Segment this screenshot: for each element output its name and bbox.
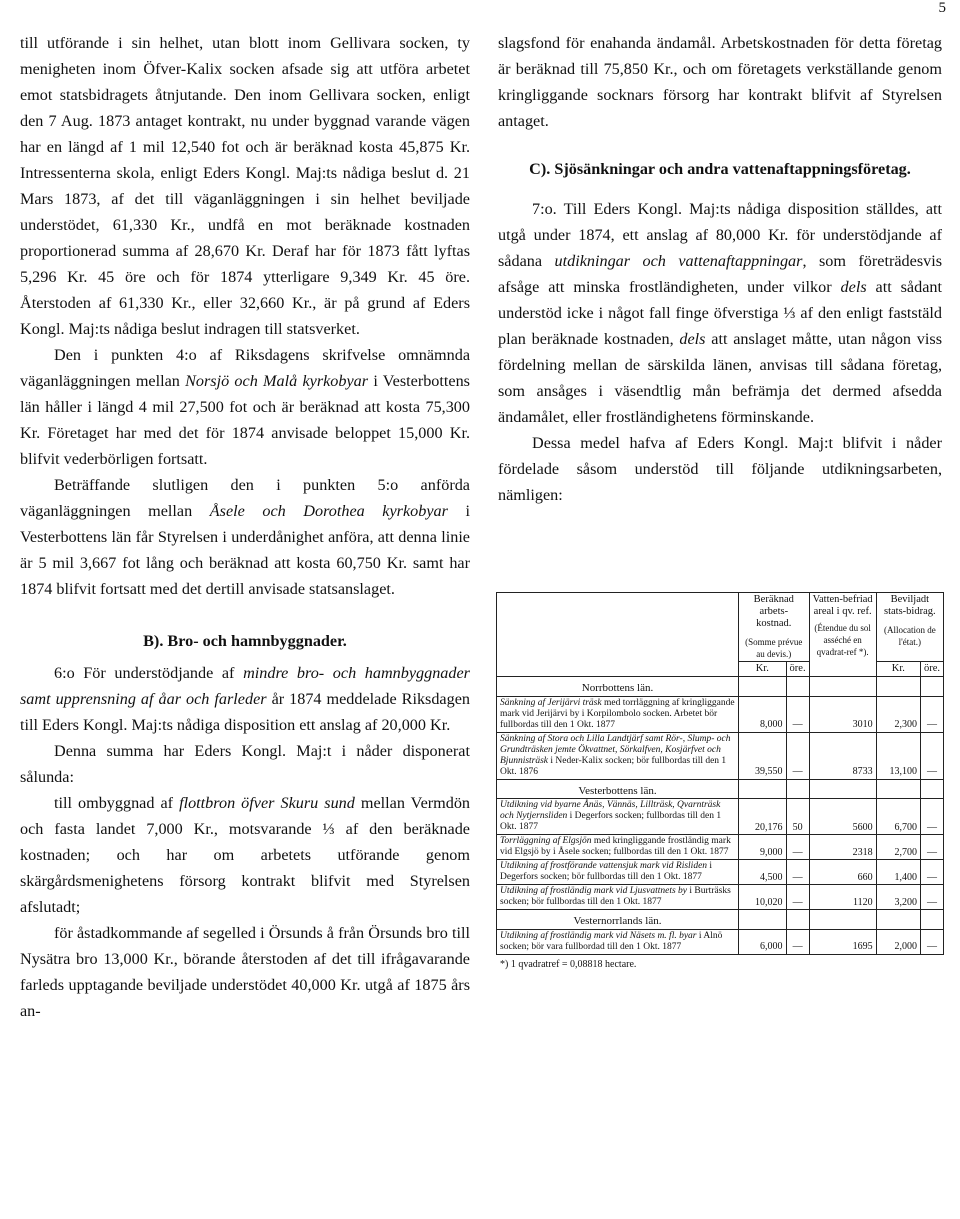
cost-ore-value: — <box>786 835 809 860</box>
table-header-description <box>497 593 739 677</box>
page-number: 5 <box>938 0 946 16</box>
empty-cell <box>786 910 809 930</box>
cost-ore-value: 50 <box>786 799 809 835</box>
table-row <box>497 799 944 835</box>
right-column <box>498 30 942 508</box>
table-region-row <box>497 910 944 930</box>
row-description: Utdikning vid byarne Ånäs, Vännäs, Lillträsk, Qvarnträsk och Nytjernsliden i Degerfors socken; fullbordas till den 1 Okt. 1877 <box>497 799 739 835</box>
paragraph: Dessa medel hafva af Eders Kongl. Maj:t blifvit i nåder fördelade såsom understöd till följande utdikningsarbeten, nämligen: <box>498 434 942 504</box>
cost-ore-value: — <box>786 696 809 732</box>
cost-value: 10,020 <box>739 885 787 910</box>
empty-cell <box>920 910 943 930</box>
area-value: 5600 <box>809 799 876 835</box>
left-column <box>20 30 470 1024</box>
table-header-kr: Kr. <box>876 662 920 677</box>
paragraph: slagsfond för enahanda ändamål. Arbetskostnaden för detta företag är beräknad till 75,850 Kr., och om företagets verkställande genom kringliggande socknars försorg har kontrakt blifvit af Styrelsen antaget. <box>498 34 942 130</box>
granted-ore-value: — <box>920 799 943 835</box>
table-header-ore: öre. <box>786 662 809 677</box>
cost-value: 4,500 <box>739 860 787 885</box>
region-name: Vesternorrlands län. <box>497 910 739 930</box>
granted-ore-value: — <box>920 885 943 910</box>
paragraph: Beträffande slutligen den i punkten 5:o anförda väganläggningen mellan Åsele och Dorothea kyrkobyar i Vesterbottens län får Styrelsen i underdånighet anföra, att denna linie är 5 mil 3,667 fot lång och beräknad att kosta 60,750 Kr. samt har 1874 blifvit fortsatt med det dertill anvisade statsanslaget. <box>20 476 470 598</box>
table-header-cost: Beräknad arbets-kostnad. (Somme prévue au devis.) <box>739 593 810 662</box>
empty-cell <box>809 910 876 930</box>
empty-cell <box>876 910 920 930</box>
empty-cell <box>809 677 876 697</box>
granted-value: 2,700 <box>876 835 920 860</box>
table-header-granted: Beviljadt stats-bidrag. (Allocation de l'état.) <box>876 593 943 662</box>
area-value: 1120 <box>809 885 876 910</box>
empty-cell <box>876 677 920 697</box>
section-heading-b: B). Bro- och hamnbyggnader. <box>143 632 347 650</box>
section-heading-c: C). Sjösänkningar och andra vattenaftappningsföretag. <box>529 160 911 178</box>
cost-value: 9,000 <box>739 835 787 860</box>
granted-value: 3,200 <box>876 885 920 910</box>
row-description: Utdikning af frostländig mark vid Näsets m. fl. byar i Alnö socken; bör vara fullbordad till den 1 Okt. 1877 <box>497 929 739 954</box>
table-row <box>497 732 944 779</box>
row-description: Torrläggning af Elgsjön med kringliggande frostländig mark vid Elgsjö by i Åsele socken; fullbordas till den 1 Okt. 1877 <box>497 835 739 860</box>
row-description: Utdikning af frostförande vattensjuk mark vid Risliden i Degerfors socken; bör fullbordas till den 1 Okt. 1877 <box>497 860 739 885</box>
cost-ore-value: — <box>786 732 809 779</box>
empty-cell <box>739 677 787 697</box>
area-value: 1695 <box>809 929 876 954</box>
granted-value: 2,000 <box>876 929 920 954</box>
table-row <box>497 885 944 910</box>
empty-cell <box>920 779 943 799</box>
paragraph: Denna summa har Eders Kongl. Maj:t i nåder disponerat sålunda: <box>20 742 470 786</box>
table-row <box>497 860 944 885</box>
table-region-row <box>497 779 944 799</box>
table-header-area: Vatten-befriad areal i qv. ref. (Étendue du sol asséché en qvadrat-ref *). <box>809 593 876 677</box>
granted-ore-value: — <box>920 929 943 954</box>
area-value: 8733 <box>809 732 876 779</box>
empty-cell <box>739 910 787 930</box>
empty-cell <box>876 779 920 799</box>
cost-value: 39,550 <box>739 732 787 779</box>
paragraph: 6:o För understödjande af mindre bro- och hamnbyggnader samt upprensning af åar och farleder år 1874 meddelade Riksdagen till Eders Kongl. Maj:ts nådiga disposition ett anslag af 20,000 Kr. <box>20 664 470 734</box>
table-row <box>497 929 944 954</box>
table-header-ore: öre. <box>920 662 943 677</box>
cost-value: 8,000 <box>739 696 787 732</box>
table-row <box>497 835 944 860</box>
granted-value: 13,100 <box>876 732 920 779</box>
empty-cell <box>786 779 809 799</box>
granted-value: 6,700 <box>876 799 920 835</box>
row-description: Utdikning af frostländig mark vid Ljusvattnets by i Burträsks socken; bör fullbordas till den 1 Okt. 1877 <box>497 885 739 910</box>
area-value: 660 <box>809 860 876 885</box>
granted-value: 2,300 <box>876 696 920 732</box>
paragraph: till utförande i sin helhet, utan blott inom Gellivara socken, ty menigheten inom Öfver-Kalix socken afsade sig att utföra arbetet emot statsbidragets åtnjutande. Den inom Gellivara socken, enligt den 7 Aug. 1873 antaget kontrakt, nu under byggnad varande vägen har en längd af 1 mil 12,540 fot och är beräknad kosta 45,875 Kr. Intressenterna skola, enligt Eders Kongl. Maj:ts nådiga beslut d. 21 Mars 1873, af det till väganläggningen i sin helhet beviljade understödet, 61,330 Kr., undfå en mot beräknade kostnaden proportionerad summa af 28,670 Kr. Deraf har för 1873 fått lyftas 5,296 Kr. 45 öre och för 1874 ytterligare 9,349 Kr. 45 öre. Återstoden af 61,330 Kr., eller 32,660 Kr., är på grund af Eders Kongl. Maj:ts nådiga beslut indragen till statsverket. <box>20 34 470 338</box>
distribution-table <box>496 592 944 955</box>
cost-value: 20,176 <box>739 799 787 835</box>
area-value: 3010 <box>809 696 876 732</box>
empty-cell <box>786 677 809 697</box>
paragraph: 7:o. Till Eders Kongl. Maj:ts nådiga disposition ställdes, att utgå under 1874, ett anslag af 80,000 Kr. för understödjande af sådana utdikningar och vattenaftappningar, som företrädesvis afsåge att minska frostländigheten, under vilkor dels att sådant understöd icke i något fall finge öfverstiga ⅓ af den enligt faststäld plan beräknade kostnaden, dels att anslaget måtte, utan någon viss fördelning mellan de särskilda länen, anvisas till sådana företag, som ansåges i väsendtlig mån befrämja det dermed afsedda ändamålet, eller frostländighetens förminskande. <box>498 200 943 426</box>
granted-ore-value: — <box>920 696 943 732</box>
granted-ore-value: — <box>920 732 943 779</box>
paragraph: till ombyggnad af flottbron öfver Skuru sund mellan Vermdön och fasta landet 7,000 Kr., motsvarande ⅓ af den beräknade kostnaden; och har om arbetets utförande genom skärgårdsmenighetens försorg kontrakt blifvit med Styrelsen afslutadt; <box>20 794 471 916</box>
row-description: Sänkning af Jerijärvi träsk med torrläggning af kringliggande mark vid Jerijärvi by i Korpilombolo socken. Arbetet bör fullbordas till den 1 Okt. 1877 <box>497 696 739 732</box>
granted-ore-value: — <box>920 835 943 860</box>
table-header-kr: Kr. <box>739 662 787 677</box>
region-name: Norrbottens län. <box>497 677 739 697</box>
table-region-row <box>497 677 944 697</box>
area-value: 2318 <box>809 835 876 860</box>
paragraph: för åstadkommande af segelled i Örsunds å från Örsunds bro till Nysätra bro 13,000 Kr., börande återstoden af det till ifrågavarande farleds upptagande beviljade understödet 40,000 Kr. utgå af 1875 års an- <box>20 924 470 1020</box>
table-footnote: *) 1 qvadratref = 0,08818 hectare. <box>500 958 637 970</box>
granted-value: 1,400 <box>876 860 920 885</box>
table-row <box>497 696 944 732</box>
region-name: Vesterbottens län. <box>497 779 739 799</box>
cost-ore-value: — <box>786 885 809 910</box>
empty-cell <box>920 677 943 697</box>
cost-value: 6,000 <box>739 929 787 954</box>
distribution-table-wrap <box>496 592 946 970</box>
paragraph: Den i punkten 4:o af Riksdagens skrifvelse omnämnda väganläggningen mellan Norsjö och Malå kyrkobyar i Vesterbottens län håller i längd 4 mil 27,500 fot och är beräknad att kosta 75,300 Kr. Företaget har med det för 1874 anvisade beloppet 15,000 Kr. blifvit vederbörligen fortsatt. <box>20 346 470 468</box>
granted-ore-value: — <box>920 860 943 885</box>
empty-cell <box>739 779 787 799</box>
row-description: Sänkning af Stora och Lilla Landtjärf samt Rör-, Slump- och Grundträsken jemte Ökvattnet, Sörkalfven, Kosjärfvet och Bjunnisträsk i Neder-Kalix socken; bör fullbordas till den 1 Okt. 1876 <box>497 732 739 779</box>
empty-cell <box>809 779 876 799</box>
cost-ore-value: — <box>786 860 809 885</box>
table-body <box>497 677 944 955</box>
cost-ore-value: — <box>786 929 809 954</box>
